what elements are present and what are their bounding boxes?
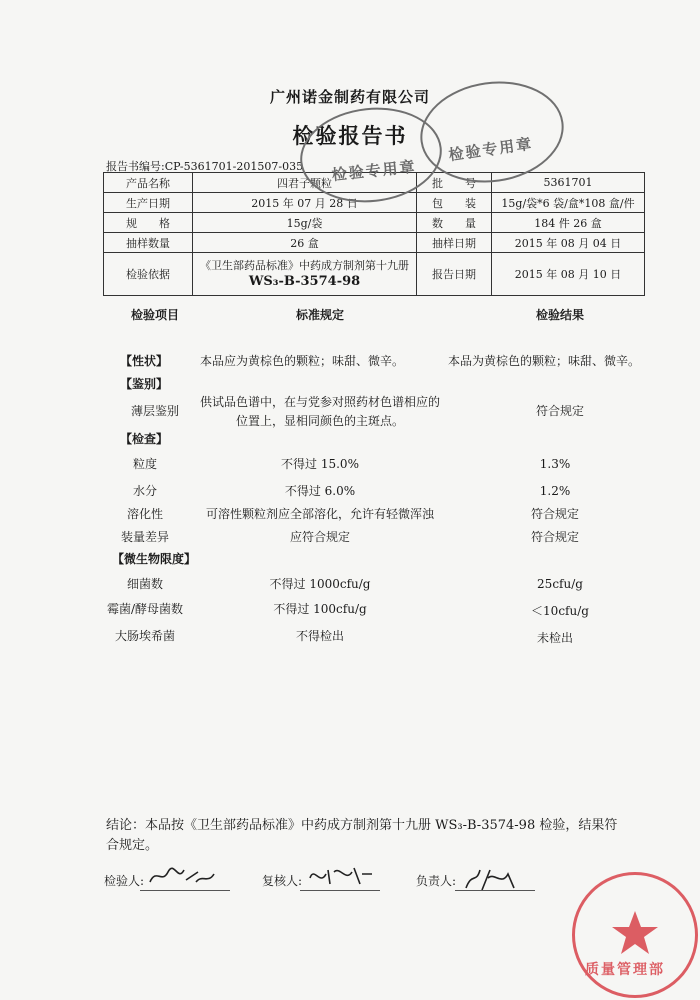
conclusion-text: 结论：本品按《卫生部药品标准》中药成方制剂第十九册 WS₃-B-3574-98 检验，结果符合规定。	[106, 818, 618, 853]
spec-value: 15g/袋	[193, 213, 417, 233]
product-name-value: 四君子颗粒	[193, 173, 417, 193]
sample-date-label: 抽样日期	[417, 233, 492, 253]
sample-qty-label: 抽样数量	[104, 233, 193, 253]
tlc-item: 薄层鉴别	[130, 404, 179, 418]
basis-line-2: WS₃-B-3574-98	[248, 274, 361, 289]
solubility-result: 符合规定	[530, 507, 579, 521]
package-value: 15g/袋*6 袋/盒*108 盒/件	[492, 193, 645, 213]
responsible-sign-line	[455, 890, 535, 891]
character-standard: 本品应为黄棕色的颗粒；味甜、微辛。	[200, 354, 405, 368]
ecoli-result: 未检出	[536, 631, 573, 645]
spec-label: 规 格	[104, 213, 193, 233]
section-identification: 【鉴别】	[120, 377, 169, 391]
weight-variation-standard: 应符合规定	[289, 530, 350, 544]
sample-qty-value: 26 盒	[193, 233, 417, 253]
sample-date-value: 2015 年 08 月 04 日	[492, 233, 645, 253]
section-character: 【性状】	[120, 354, 169, 368]
basis-line-1: 《卫生部药品标准》中药成方制剂第十九册	[200, 259, 409, 272]
col-head-standard: 标准规定	[295, 308, 344, 322]
quantity-value: 184 件 26 盒	[492, 213, 645, 233]
bacteria-result: 25cfu/g	[537, 577, 583, 591]
report-date-label: 报告日期	[417, 253, 492, 296]
report-date-value: 2015 年 08 月 10 日	[492, 253, 645, 296]
bacteria-item: 细菌数	[126, 577, 163, 591]
granularity-standard: 不得过 15.0%	[281, 457, 359, 471]
tlc-result: 符合规定	[535, 404, 584, 418]
inspector-sign-line	[140, 890, 230, 891]
report-number-value: CP-5361701-201507-035	[164, 160, 304, 173]
info-row	[104, 233, 645, 253]
section-microbial: 【微生物限度】	[112, 552, 197, 566]
quality-management-stamp-text: 质量管理部	[585, 962, 665, 978]
weight-variation-item: 装量差异	[120, 530, 169, 544]
section-inspection: 【检查】	[120, 432, 169, 446]
report-title: 检验报告书	[292, 123, 408, 148]
weight-variation-result: 符合规定	[530, 530, 579, 544]
tlc-standard-line-2: 位置上，显相同颜色的主斑点。	[235, 414, 404, 428]
ecoli-item: 大肠埃希菌	[114, 629, 175, 643]
mold-yeast-standard: 不得过 100cfu/g	[273, 602, 367, 616]
mfg-date-label: 生产日期	[104, 193, 193, 213]
package-label: 包 装	[417, 193, 492, 213]
quality-management-stamp	[572, 872, 698, 998]
moisture-result: 1.2%	[539, 484, 571, 498]
granularity-result: 1.3%	[539, 457, 571, 471]
col-head-result: 检验结果	[535, 308, 584, 322]
quantity-label: 数 量	[417, 213, 492, 233]
company-name: 广州诺金制药有限公司	[269, 88, 430, 106]
solubility-standard: 可溶性颗粒剂应全部溶化，允许有轻微浑浊	[205, 507, 434, 521]
granularity-item: 粒度	[132, 457, 157, 471]
mold-yeast-item: 霉菌/酵母菌数	[106, 602, 184, 616]
inspector-label: 检验人:	[104, 874, 145, 888]
bacteria-standard: 不得过 1000cfu/g	[269, 577, 371, 591]
info-row	[104, 213, 645, 233]
mold-yeast-result: ＜10cfu/g	[531, 604, 589, 618]
basis-value	[193, 253, 417, 296]
basis-label: 检验依据	[104, 253, 193, 296]
inspection-stamp-1-text: 检验专用章	[330, 157, 418, 185]
inspector-signature	[146, 862, 216, 890]
batch-value: 5361701	[492, 173, 645, 193]
tlc-standard-line-1: 供试品色谱中，在与党参对照药材色谱相应的	[199, 395, 440, 409]
inspection-stamp-2-text: 检验专用章	[447, 134, 535, 165]
solubility-item: 溶化性	[126, 507, 163, 521]
stamp-star-icon	[611, 909, 659, 957]
character-result: 本品为黄棕色的颗粒；味甜、微辛。	[448, 354, 641, 368]
responsible-label: 负责人:	[416, 874, 457, 888]
moisture-item: 水分	[132, 484, 157, 498]
reviewer-signature	[306, 862, 376, 890]
ecoli-standard: 不得检出	[295, 629, 344, 643]
batch-label: 批 号	[417, 173, 492, 193]
reviewer-label: 复核人:	[262, 874, 303, 888]
product-name-label: 产品名称	[104, 173, 193, 193]
report-number-label: 报告书编号:	[106, 160, 165, 173]
reviewer-sign-line	[300, 890, 380, 891]
info-row	[104, 253, 645, 296]
mfg-date-value: 2015 年 07 月 28 日	[193, 193, 417, 213]
moisture-standard: 不得过 6.0%	[284, 484, 356, 498]
col-head-item: 检验项目	[130, 308, 179, 322]
